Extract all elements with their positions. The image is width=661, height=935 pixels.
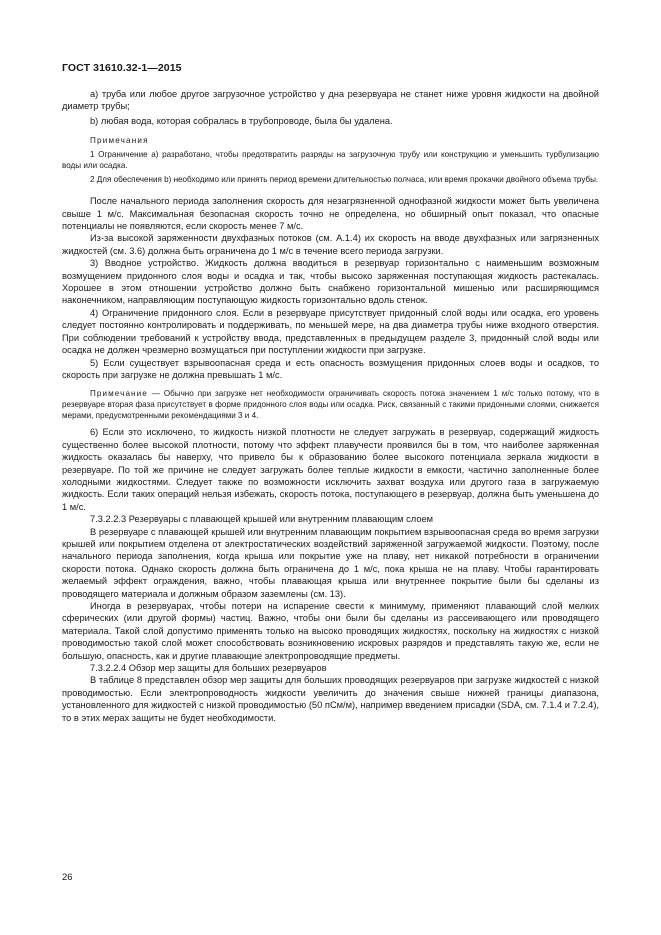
page-content: [62, 88, 599, 724]
note-item-2: 2 Для обеспечения b) необходимо или принять период времени длительностью полчаса, или время прокачки двойного объема трубы.: [90, 175, 599, 185]
list-item-a: а) труба или любое другое загрузочное устройство у дна резервуара не станет ниже уровня жидкости на двойной диаметр трубы;: [62, 89, 599, 112]
paragraph-initial-period: После начального периода заполнения скорость для незагрязненной однофазной жидкости может быть увеличена свыше 1 м/с. Максимальная безопасная скорость точно не определена, но обширный опыт показал, что опасные потенциалы не появляются, если скорость менее 7 м/с.: [62, 196, 599, 232]
page-number: 26: [62, 872, 73, 883]
note-label: Примечание: [90, 389, 148, 399]
paragraph-floating-roof: В резервуаре с плавающей крышей или внутренним плавающим покрытием взрывоопасная среда во время загрузки крышей или покрытием отделена от электростатических воздействий заряженной загружаемой жидкости. Поэтому, после начального периода заполнения, когда крыша или покрытие уже на плаву, нет никакой потребности в ограничении скорости потока. Однако скорость должна быть ограничена до 1 м/с, пока крыша не на плаву. Чтобы гарантировать желаемый эффект ограждения, важно, чтобы плавающая крыша или внутреннее покрытие были бы сделаны из проводящего материала и должным образом заземлены (см. 13).: [62, 526, 599, 599]
paragraph-table-8-overview: В таблице 8 представлен обзор мер защиты для больших проводящих резервуаров при загрузке жидкостей с низкой проводимостью. Если электропроводность жидкости увеличить до значения свыше нижней границы диапазона, установленного для жидкостей с низкой проводимостью (50 пСм/м), например введением присадки (SDA, см. 7.1.4 и 7.2.4), то в этих мерах защиты не будет необходимости.: [62, 675, 599, 723]
section-heading-floating-roof: 7.3.2.2.3 Резервуары с плавающей крышей или внутренним плавающим слоем: [90, 514, 434, 525]
paragraph-inlet-device: 3) Вводное устройство. Жидкость должна вводиться в резервуар горизонтально с наименьшим возможным возмущением придонного слоя воды и осадка и так, чтобы высоко заряженная поступающая жидкость растекалась. Хорошее в этом отношении устройство должно быть снабжено горизонтальной мишенью или расширяющимся наконечником, направляющим поступающую жидкость горизонтально вдоль стенок.: [62, 258, 599, 306]
note-bottom-layer: [62, 388, 599, 421]
list-item-b: b) любая вода, которая собралась в трубопроводе, была бы удалена.: [90, 115, 393, 126]
paragraph-bottom-layer: 4) Ограничение придонного слоя. Если в резервуаре присутствует придонный слой воды или осадка, его уровень следует постоянно контролировать и поддерживать, по меньшей мере, на два диаметра трубы ниже входного отверстия. При соблюдении требований к устройству ввода, представленных в предыдущем разделе 3, придонный слой воды или осадка не должен чрезмерно возмущаться при поступлении жидкости при загрузке.: [62, 307, 599, 356]
paragraph-low-density: 6) Если это исключено, то жидкость низкой плотности не следует загружать в резервуар, содержащий жидкость существенно более высокой плотности, потому что эффект плавучести проявился бы в том, что наиболее заряженная жидкость оказалась бы наверху, что привело бы к образованию более высокого потенциала зеркала жидкости в резервуаре. По той же причине не следует загружать более теплые жидкости в емкости, частично заполненные более холодными жидкостями. Следует также по возможности исключить захват воздуха или другого газа в загружаемую жидкость. Если таких операций нельзя избежать, скорость потока, поступающего в резервуар, должна быть уменьшена до 1 м/с.: [62, 427, 599, 512]
paragraph-explosive-atmosphere: 5) Если существует взрывоопасная среда и есть опасность возмущения придонных слоев воды и осадков, то скорость при загрузке не должна превышать 1 м/с.: [62, 357, 599, 380]
section-heading-overview: 7.3.2.2.4 Обзор мер защиты для больших резервуаров: [90, 663, 327, 674]
standard-header: ГОСТ 31610.32-1—2015: [62, 62, 182, 74]
note-text: — Обычно при загрузке нет необходимости ограничивать скорость потока значением 1 м/с только потому, что в резервуаре вторая фаза присутствует в форме придонного слоя воды или осадка. Риск, связанный с такими придонными слоями, снижается мерами, предусмотренными рекомендациями 3 и 4.: [62, 389, 599, 421]
paragraph-two-phase: Из-за высокой заряженности двухфазных потоков (см. А.1.4) их скорость на вводе двухфазных или загрязненных жидкостей (см. 3.6) должна быть ограничена до 1 м/с в течение всего периода загрузки.: [62, 233, 599, 256]
notes-heading: Примечания: [90, 136, 149, 146]
paragraph-floating-particles: Иногда в резервуарах, чтобы потери на испарение свести к минимуму, применяют плавающий слой мелких сферических (или другой формы) частиц. Важно, чтобы они были бы сделаны из рассеивающего или проводящего материала. Такой слой допустимо применять только на высоко проводящих жидкостях, поскольку на жидкостях с низкой проводимостью такой слой может способствовать возникновению искровых разрядов и представлять такую же, если не большую, опасность, как и другие плавающие электропроводящие предметы.: [62, 601, 599, 661]
note-item-1: 1 Ограничение а) разработано, чтобы предотвратить разряды на загрузочную трубу или конструкцию и уменьшить турбулизацию воды или осадка.: [62, 150, 599, 171]
